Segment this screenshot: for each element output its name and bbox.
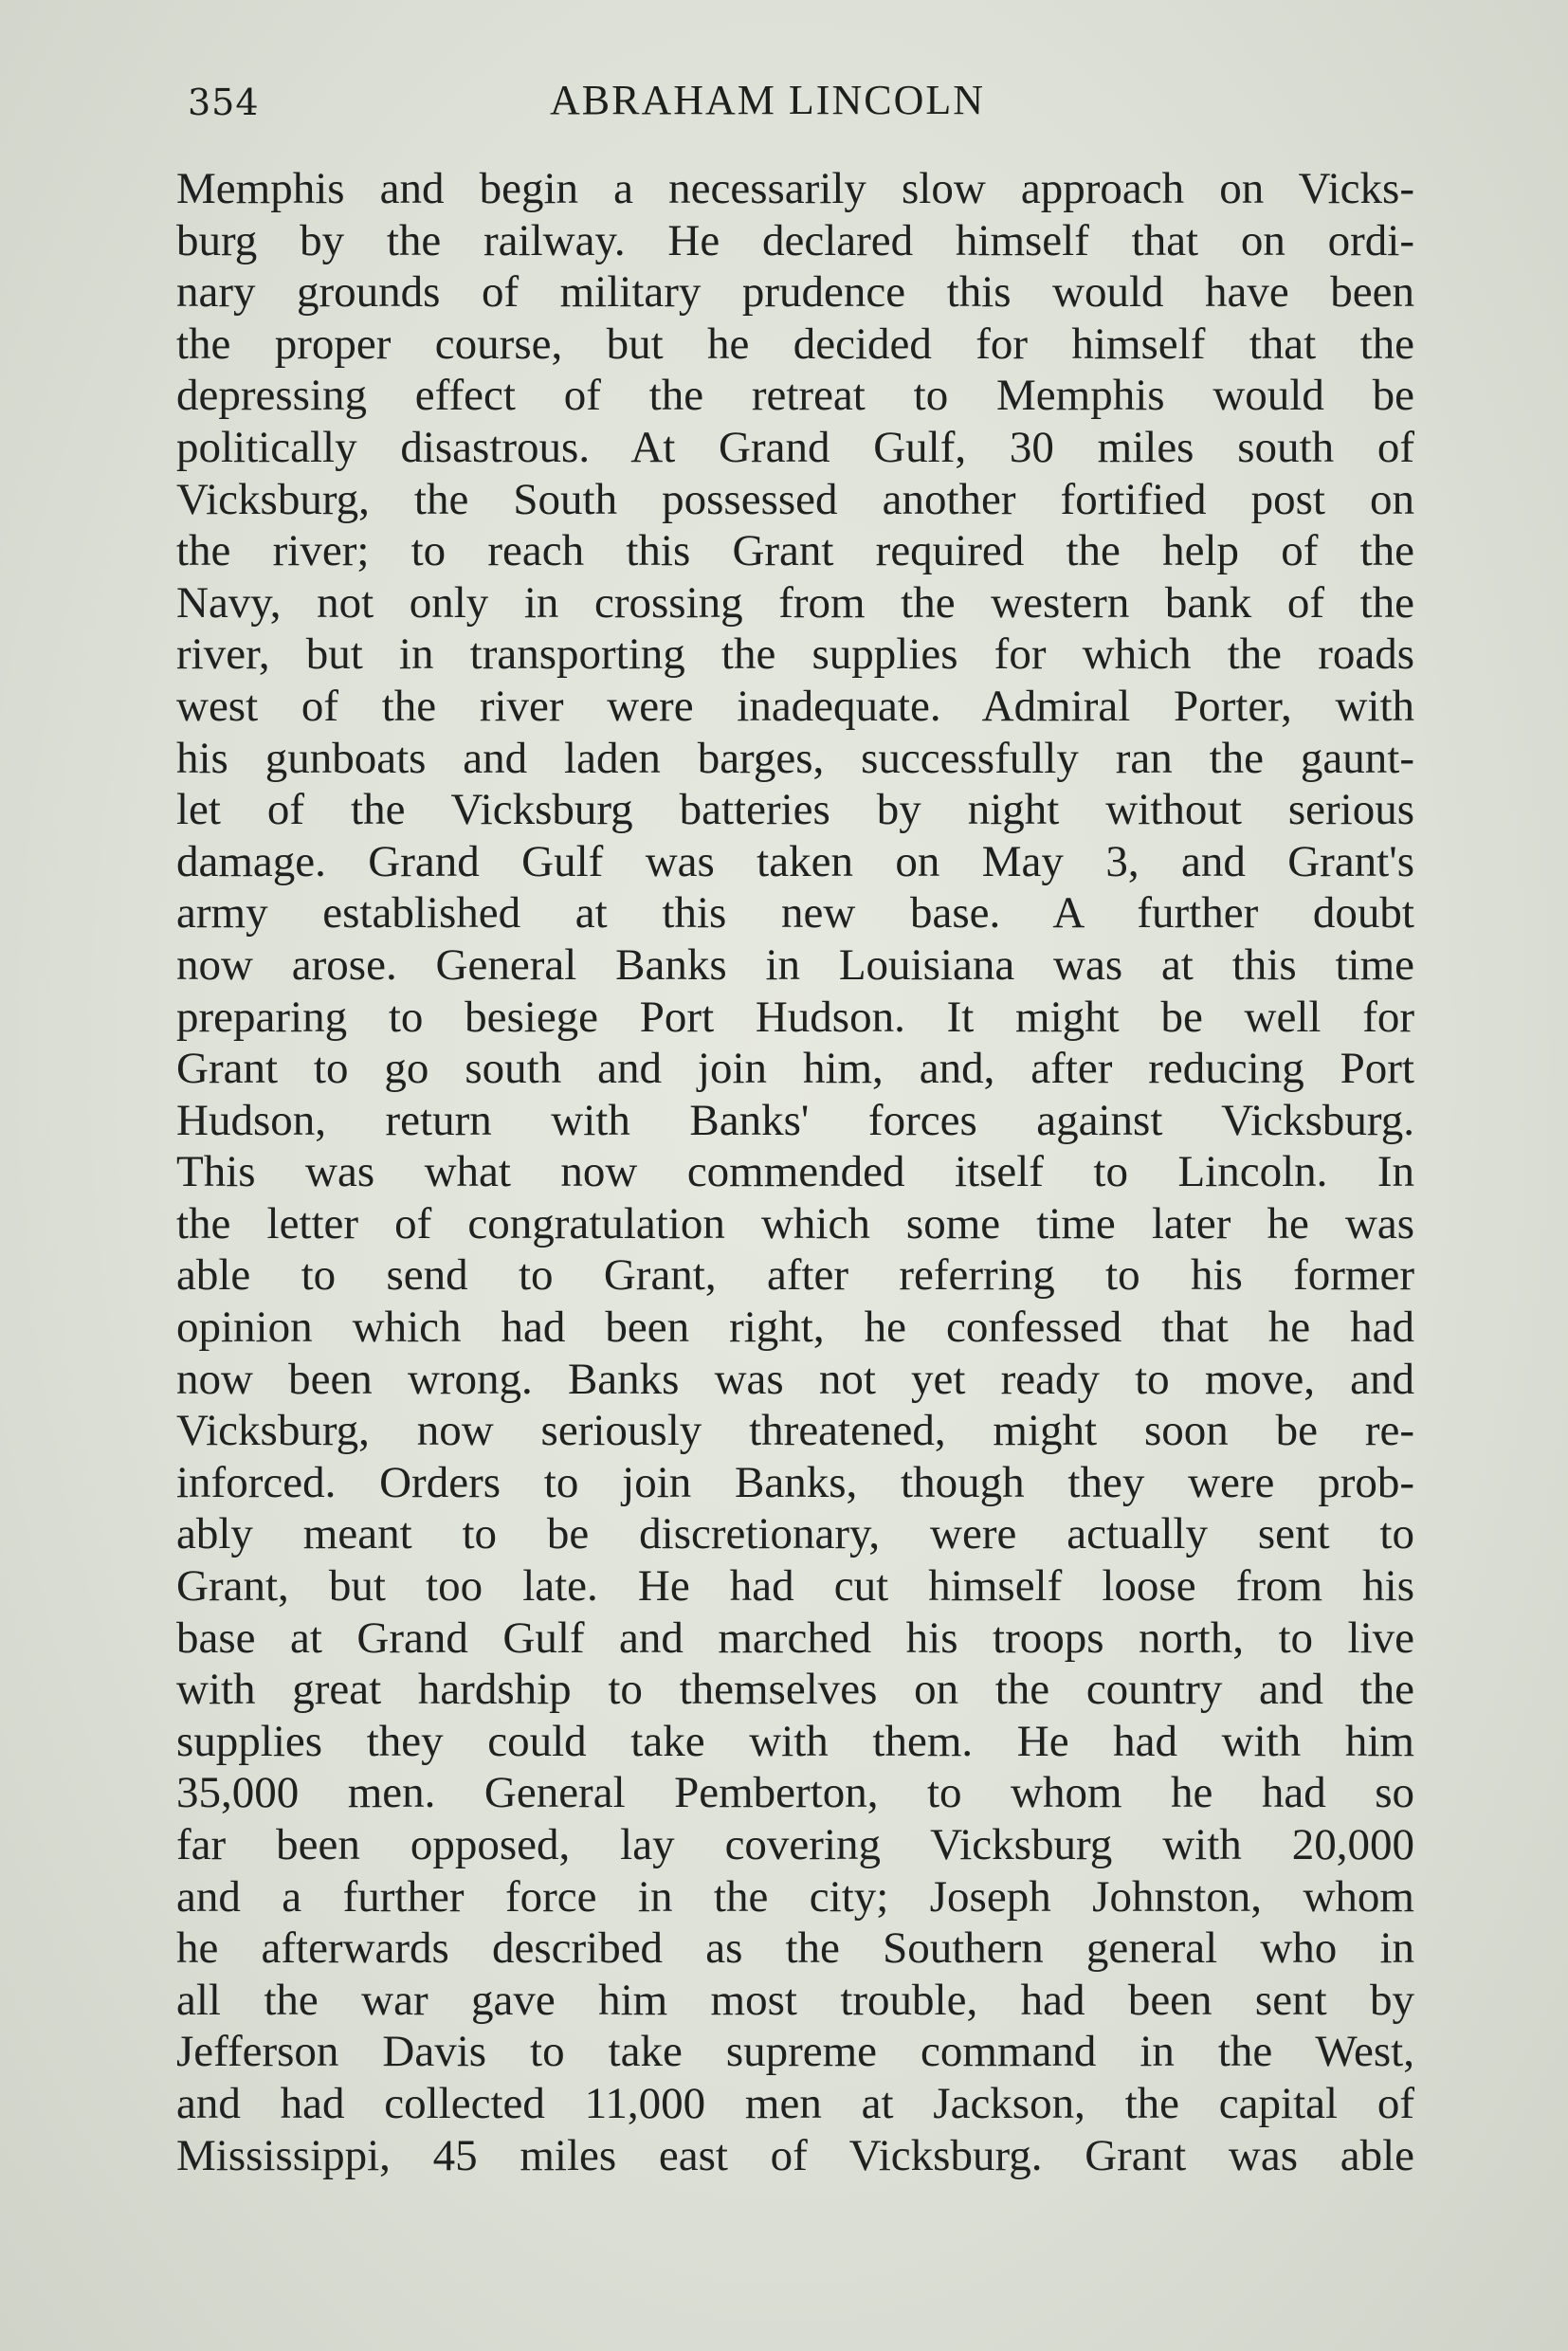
text-line: with great hardship to themselves on the country and the: [176, 1665, 1414, 1715]
body-text: [176, 163, 1414, 2181]
text-line: able to send to Grant, after referring to his former: [176, 1250, 1414, 1301]
text-line: river, but in transporting the supplies for which the roads: [176, 629, 1414, 680]
text-line: damage. Grand Gulf was taken on May 3, and Grant's: [176, 836, 1414, 886]
text-line: the letter of congratulation which some time later he was: [176, 1198, 1414, 1248]
text-line: opinion which had been right, he confessed that he had: [176, 1303, 1414, 1353]
text-line: burg by the railway. He declared himself that on ordi-: [176, 215, 1414, 265]
text-line: Jefferson Davis to take supreme command in the West,: [176, 2027, 1414, 2077]
text-line: preparing to besiege Port Hudson. It might be well for: [176, 992, 1414, 1042]
text-line: inforced. Orders to join Banks, though they were prob-: [176, 1457, 1414, 1507]
text-line: politically disastrous. At Grand Gulf, 30 miles south of: [176, 422, 1414, 472]
text-line: the river; to reach this Grant required the help of the: [176, 526, 1414, 576]
text-line: Vicksburg, the South possessed another fortified post on: [176, 474, 1414, 524]
text-line: far been opposed, lay covering Vicksburg with 20,000: [176, 1820, 1414, 1869]
text-line: he afterwards described as the Southern general who in: [176, 1923, 1414, 1974]
text-line: Hudson, return with Banks' forces against Vicksburg.: [176, 1095, 1414, 1145]
text-line: depressing effect of the retreat to Memphis would be: [176, 371, 1414, 421]
text-line: west of the river were inadequate. Admiral Porter, with: [176, 681, 1414, 731]
page-number: 354: [188, 82, 260, 123]
text-line: let of the Vicksburg batteries by night without serious: [176, 785, 1414, 835]
text-line: all the war gave him most trouble, had been sent by: [176, 1975, 1414, 2025]
text-line: nary grounds of military prudence this would have been: [176, 267, 1414, 318]
text-line: Mississippi, 45 miles east of Vicksburg. Grant was able: [176, 2130, 1414, 2180]
text-line: and a further force in the city; Joseph Johnston, whom: [176, 1871, 1414, 1922]
text-line: supplies they could take with them. He had with him: [176, 1716, 1414, 1766]
text-line: 35,000 men. General Pemberton, to whom he had so: [176, 1768, 1414, 1818]
text-line: Grant to go south and join him, and, after reducing Port: [176, 1044, 1414, 1094]
text-line: army established at this new base. A further doubt: [176, 888, 1414, 939]
text-line: Grant, but too late. He had cut himself loose from his: [176, 1561, 1414, 1612]
text-line: This was what now commended itself to Lincoln. In: [176, 1147, 1414, 1197]
text-line: the proper course, but he decided for himself that the: [176, 319, 1414, 369]
text-line: his gunboats and laden barges, successfully ran the gaunt-: [176, 733, 1414, 783]
text-line: Navy, not only in crossing from the western bank of the: [176, 577, 1414, 628]
text-line: Memphis and begin a necessarily slow approach on Vicks-: [176, 164, 1414, 213]
text-line: and had collected 11,000 men at Jackson, the capital of: [176, 2078, 1414, 2128]
text-line: Vicksburg, now seriously threatened, might soon be re-: [176, 1406, 1414, 1456]
text-line: ably meant to be discretionary, were actually sent to: [176, 1509, 1414, 1559]
text-line: now been wrong. Banks was not yet ready to move, and: [176, 1354, 1414, 1404]
text-line: now arose. General Banks in Louisiana was at this time: [176, 939, 1414, 990]
text-line: base at Grand Gulf and marched his troops north, to live: [176, 1613, 1414, 1663]
running-head: ABRAHAM LINCOLN: [550, 77, 985, 123]
